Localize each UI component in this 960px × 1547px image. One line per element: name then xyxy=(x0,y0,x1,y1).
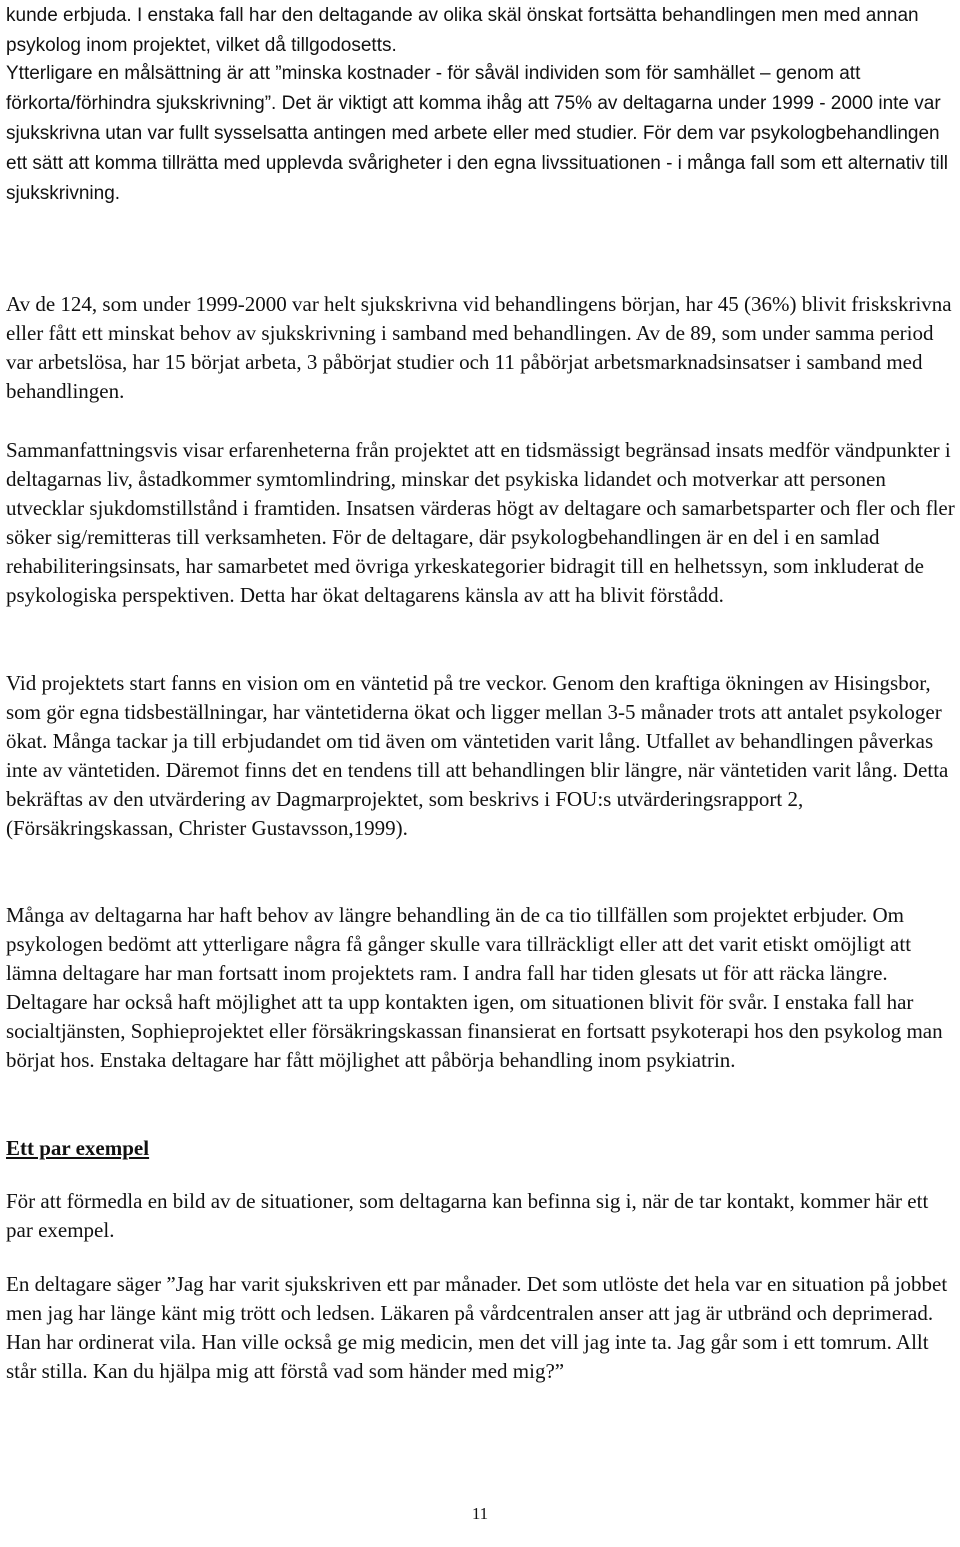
paragraph-example-quote xyxy=(6,1270,956,1386)
paragraph-summary xyxy=(6,436,956,611)
paragraph-cost-goal xyxy=(6,58,956,208)
paragraph-sick-leave-stats xyxy=(6,290,956,406)
paragraph-intro-examples xyxy=(6,1187,956,1245)
paragraph-waiting-time xyxy=(6,669,956,844)
paragraph-continuation xyxy=(6,0,956,60)
paragraph-text: För att förmedla en bild av de situationer, som deltagarna kan befinna sig i, när de tar kontakt, kommer här ett par exempel. xyxy=(6,1189,929,1243)
paragraph-text: Sammanfattningsvis visar erfarenheterna från projektet att en tidsmässigt begränsad insats medför vändpunkter i deltagarnas liv, åstadkommer symtomlindring, minskar det psykiska lidandet och motverkar att personen utvecklar sjukdomstillstånd i framtiden. Insatsen värderas högt av deltagare och samarbetsparter och fler och fler söker sig/remitteras till verksamheten. För de deltagare, där psykologbehandlingen är en del i en samlad rehabiliteringsinsats, har samarbetet med övriga yrkeskategorier bidragit till en helhetssyn, som inkluderat de psykologiska perspektiven. Detta har ökat deltagarens känsla av att ha blivit förstådd. xyxy=(6,438,955,608)
page-number: 11 xyxy=(471,1504,489,1523)
paragraph-text: En deltagare säger ”Jag har varit sjukskriven ett par månader. Det som utlöste det hela var en situation på jobbet men jag har länge känt mig trött och ledsen. Läkaren på vårdcentralen anser att jag är utbränd och deprimerad. Han har ordinerat vila. Han ville också ge mig medicin, men det vill jag inte ta. Jag går som i ett tomrum. Allt står stilla. Kan du hjälpa mig att förstå vad som händer med mig?” xyxy=(6,1272,948,1384)
paragraph-longer-treatment xyxy=(6,901,956,1076)
paragraph-text: Många av deltagarna har haft behov av längre behandling än de ca tio tillfällen som projektet erbjuder. Om psykologen bedömt att ytterligare några få gånger skulle vara tillräckligt eller att det varit etiskt omöjligt att lämna deltagare har man fortsatt inom projektets ram. I andra fall har tiden glesats ut för att räcka längre. Deltagare har också haft möjlighet att ta upp kontakten igen, om situationen blivit för svår. I enstaka fall har socialtjänsten, Sophieprojektet eller försäkringskassan finansierat en fortsatt psykoterapi hos den psykolog man börjat hos. Enstaka deltagare har fått möjlighet att påbörja behandling inom psykiatrin. xyxy=(6,903,943,1073)
paragraph-text-rest: Det är viktigt att komma ihåg att 75% av deltagarna under 1999 - 2000 inte var sjukskrivna utan var fullt sysselsatta antingen med arbete eller med studier. För dem var psykologbehandlingen ett sätt att komma tillrätta med upplevda svårigheter i den egna livssituationen - i många fall som ett alternativ till sjukskrivning. xyxy=(6,93,949,205)
section-heading: Ett par exempel xyxy=(6,1136,150,1160)
paragraph-text: kunde erbjuda. I enstaka fall har den deltagande av olika skäl önskat fortsätta behandlingen men med annan psykolog inom projektet, vilket då tillgodosetts. xyxy=(6,5,919,57)
paragraph-text: Vid projektets start fanns en vision om en väntetid på tre veckor. Genom den kraftiga ökningen av Hisingsbor, som gör egna tidsbeställningar, har väntetiderna ökat och ligger mellan 3-5 månader trots att antalet psykologer ökat. Många tackar ja till erbjudandet om tid även om väntetiden varit lång. Utfallet av behandlingen påverkas inte av väntetiden. Däremot finns det en tendens till att behandlingen blir längre, när väntetiden varit lång. Detta bekräftas av den utvärdering av Dagmarprojektet, som beskrivs i FOU:s utvärderingsrapport 2, (Försäkringskassan, Christer Gustavsson,1999). xyxy=(6,671,949,841)
paragraph-text-lead: Ytterligare en målsättning är att ”minska kostnader - för såväl individen som för samhället – genom att förkorta/förhindra sjukskrivning”. xyxy=(6,63,861,115)
paragraph-text: Av de 124, som under 1999-2000 var helt sjukskrivna vid behandlingens början, har 45 (36%) blivit friskskrivna eller fått ett minskat behov av sjukskrivning i samband med behandlingen. Av de 89, som under samma period var arbetslösa, har 15 börjat arbeta, 3 påbörjat studier och 11 påbörjat arbetsmarknadsinsatser i samband med behandlingen. xyxy=(6,292,952,404)
